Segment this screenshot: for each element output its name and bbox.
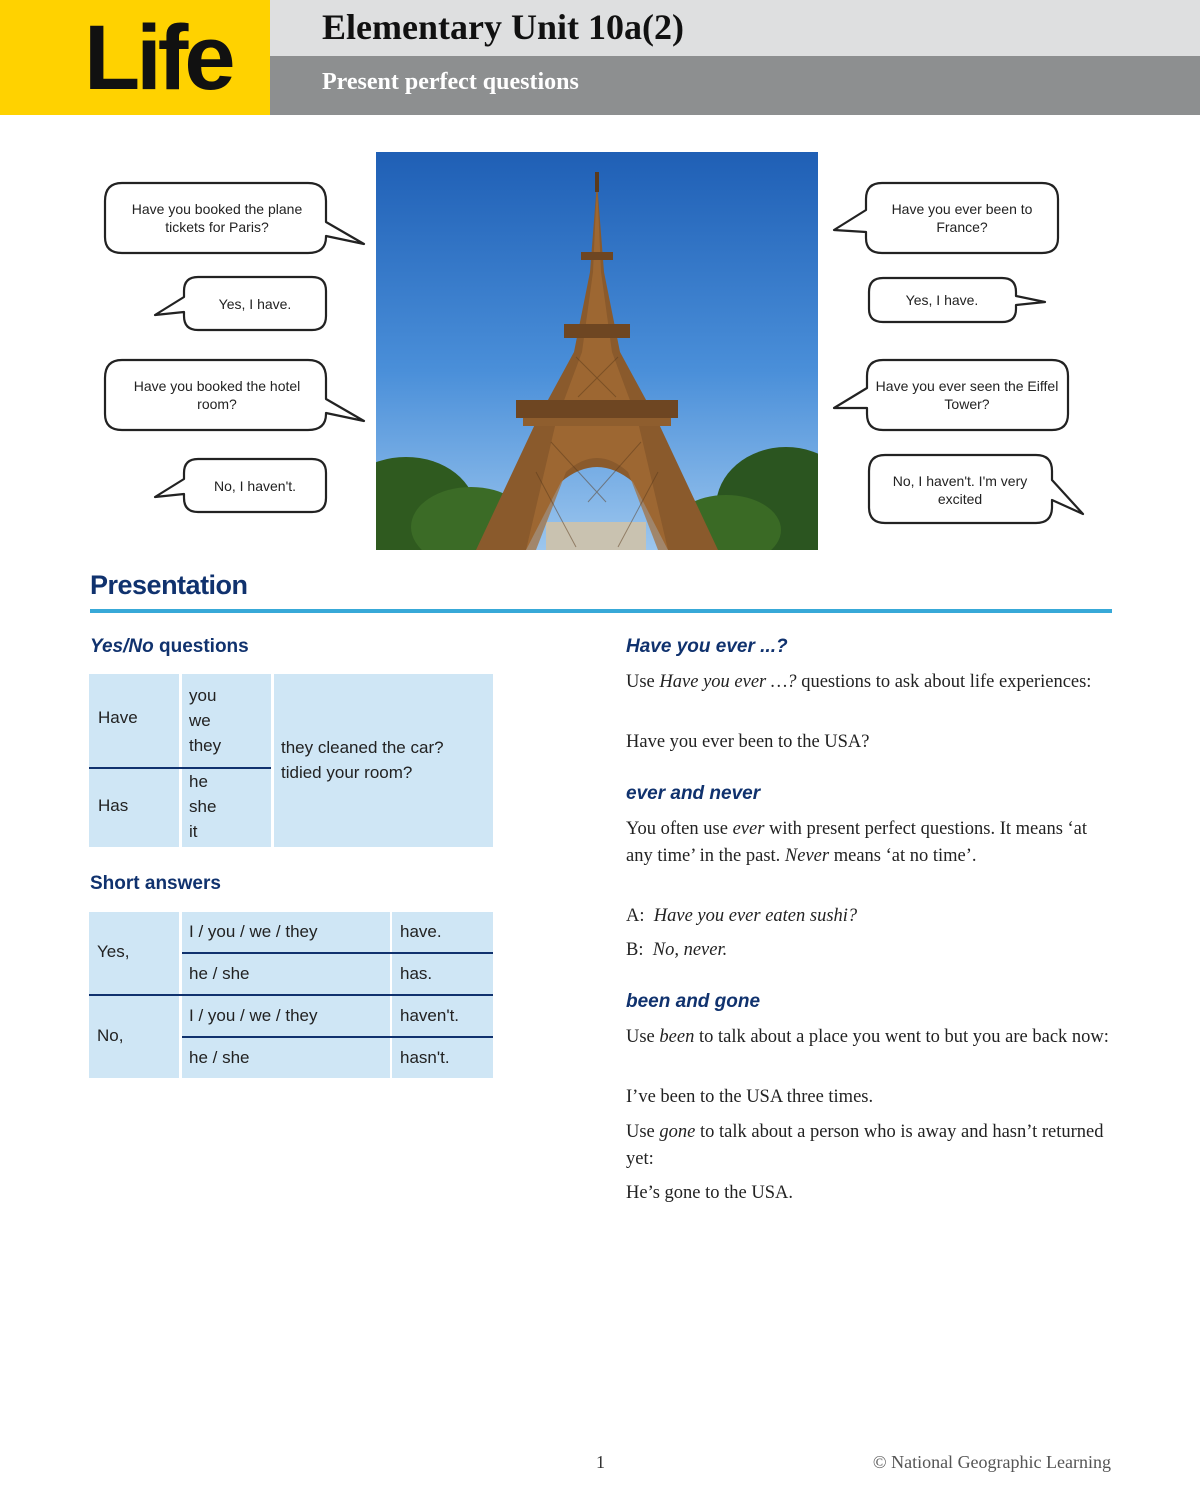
dialog-b (626, 937, 1116, 964)
ever-never-heading: ever and never (626, 783, 761, 804)
text-run: been (659, 1027, 695, 1047)
have-you-ever-text (626, 669, 1116, 696)
has-pronouns-cell (182, 769, 271, 847)
bubble-right-4: No, I haven't. I'm very excited (892, 473, 1028, 507)
dialog-line: Have you ever eaten sushi? (653, 906, 858, 926)
completion-2: tidied your room? (281, 763, 413, 782)
text-run: with present perfect questions. It means ‘at any time’ in the past. (626, 819, 1088, 866)
been-gone-heading: been and gone (626, 991, 761, 1012)
been-text (626, 1024, 1116, 1051)
have-you-ever-heading: Have you ever ...? (626, 636, 788, 657)
yes-cell: Yes, (89, 912, 179, 994)
copyright: © National Geographic Learning (872, 1452, 1111, 1472)
no-cell: No, (89, 996, 179, 1078)
answer-subject-3: I / you / we / they (182, 996, 390, 1036)
have-you-ever-example: Have you ever been to the USA? (626, 732, 870, 752)
table-divider (89, 767, 271, 769)
pronoun-we: we (189, 711, 211, 730)
pronoun-it: it (189, 822, 198, 841)
completion-cell (274, 674, 493, 847)
yes-no-heading-italic: Yes/No (90, 636, 154, 657)
bubble-right-1: Have you ever been to France? (891, 201, 1033, 235)
text-run: questions to ask about life experiences: (796, 672, 1092, 692)
bubble-left-2: Yes, I have. (218, 296, 292, 312)
section-divider (90, 609, 1112, 613)
table-divider (182, 1036, 493, 1038)
yes-no-heading (90, 636, 249, 658)
text-run: Use (626, 672, 660, 692)
dialog-line: No, never. (652, 940, 728, 960)
speaker-label: B: (626, 940, 644, 960)
gone-example: He’s gone to the USA. (626, 1183, 793, 1203)
page-title: Elementary Unit 10a(2) (322, 7, 684, 47)
presentation-heading: Presentation (90, 570, 248, 600)
answer-subject-1: I / you / we / they (182, 912, 390, 952)
bubble-left-4: No, I haven't. (213, 478, 297, 494)
pronoun-he: he (189, 772, 208, 791)
answer-verb-1: have. (392, 912, 493, 952)
been-example: I’ve been to the USA three times. (626, 1087, 874, 1107)
answer-subject-4: he / she (182, 1038, 390, 1078)
text-run: ever (732, 819, 765, 839)
page-subtitle: Present perfect questions (322, 69, 579, 95)
pronoun-you: you (189, 686, 217, 705)
short-answers-heading: Short answers (90, 873, 221, 894)
bubble-right-2: Yes, I have. (905, 292, 979, 308)
text-run: to talk about a place you went to but you are back now: (694, 1027, 1109, 1047)
yes-no-heading-rest: questions (153, 636, 249, 657)
bubble-left-3: Have you booked the hotel room? (133, 378, 301, 412)
text-run: to talk about a person who is away and hasn’t returned yet: (626, 1122, 1104, 1169)
have-pronouns-cell (182, 674, 271, 767)
pronoun-they: they (189, 736, 222, 755)
gone-text (626, 1119, 1116, 1173)
text-run: You often use (626, 819, 733, 839)
bubble-right-3: Have you ever seen the Eiffel Tower? (875, 378, 1059, 412)
text-run: Never (784, 846, 830, 866)
answer-verb-4: hasn't. (392, 1038, 493, 1078)
has-cell: Has (89, 769, 179, 847)
dialog-a (626, 903, 1116, 930)
table-divider (182, 952, 493, 954)
pronoun-she: she (189, 797, 217, 816)
table-divider (89, 994, 493, 996)
answer-verb-2: has. (392, 954, 493, 994)
have-cell: Have (89, 674, 179, 767)
ever-never-text (626, 816, 1096, 870)
text-run: Use (626, 1027, 660, 1047)
bubble-left-1: Have you booked the plane tickets for Paris? (131, 201, 303, 235)
page-number: 1 (596, 1452, 605, 1472)
text-run: means ‘at no time’. (829, 846, 977, 866)
text-run: gone (659, 1122, 696, 1142)
answer-verb-3: haven't. (392, 996, 493, 1036)
speaker-label: A: (626, 906, 645, 926)
life-logo: Life (84, 7, 232, 109)
completion-1: they cleaned the car? (281, 738, 444, 757)
answer-subject-2: he / she (182, 954, 390, 994)
text-run: Have you ever …? (659, 672, 797, 692)
text-run: Use (626, 1122, 660, 1142)
